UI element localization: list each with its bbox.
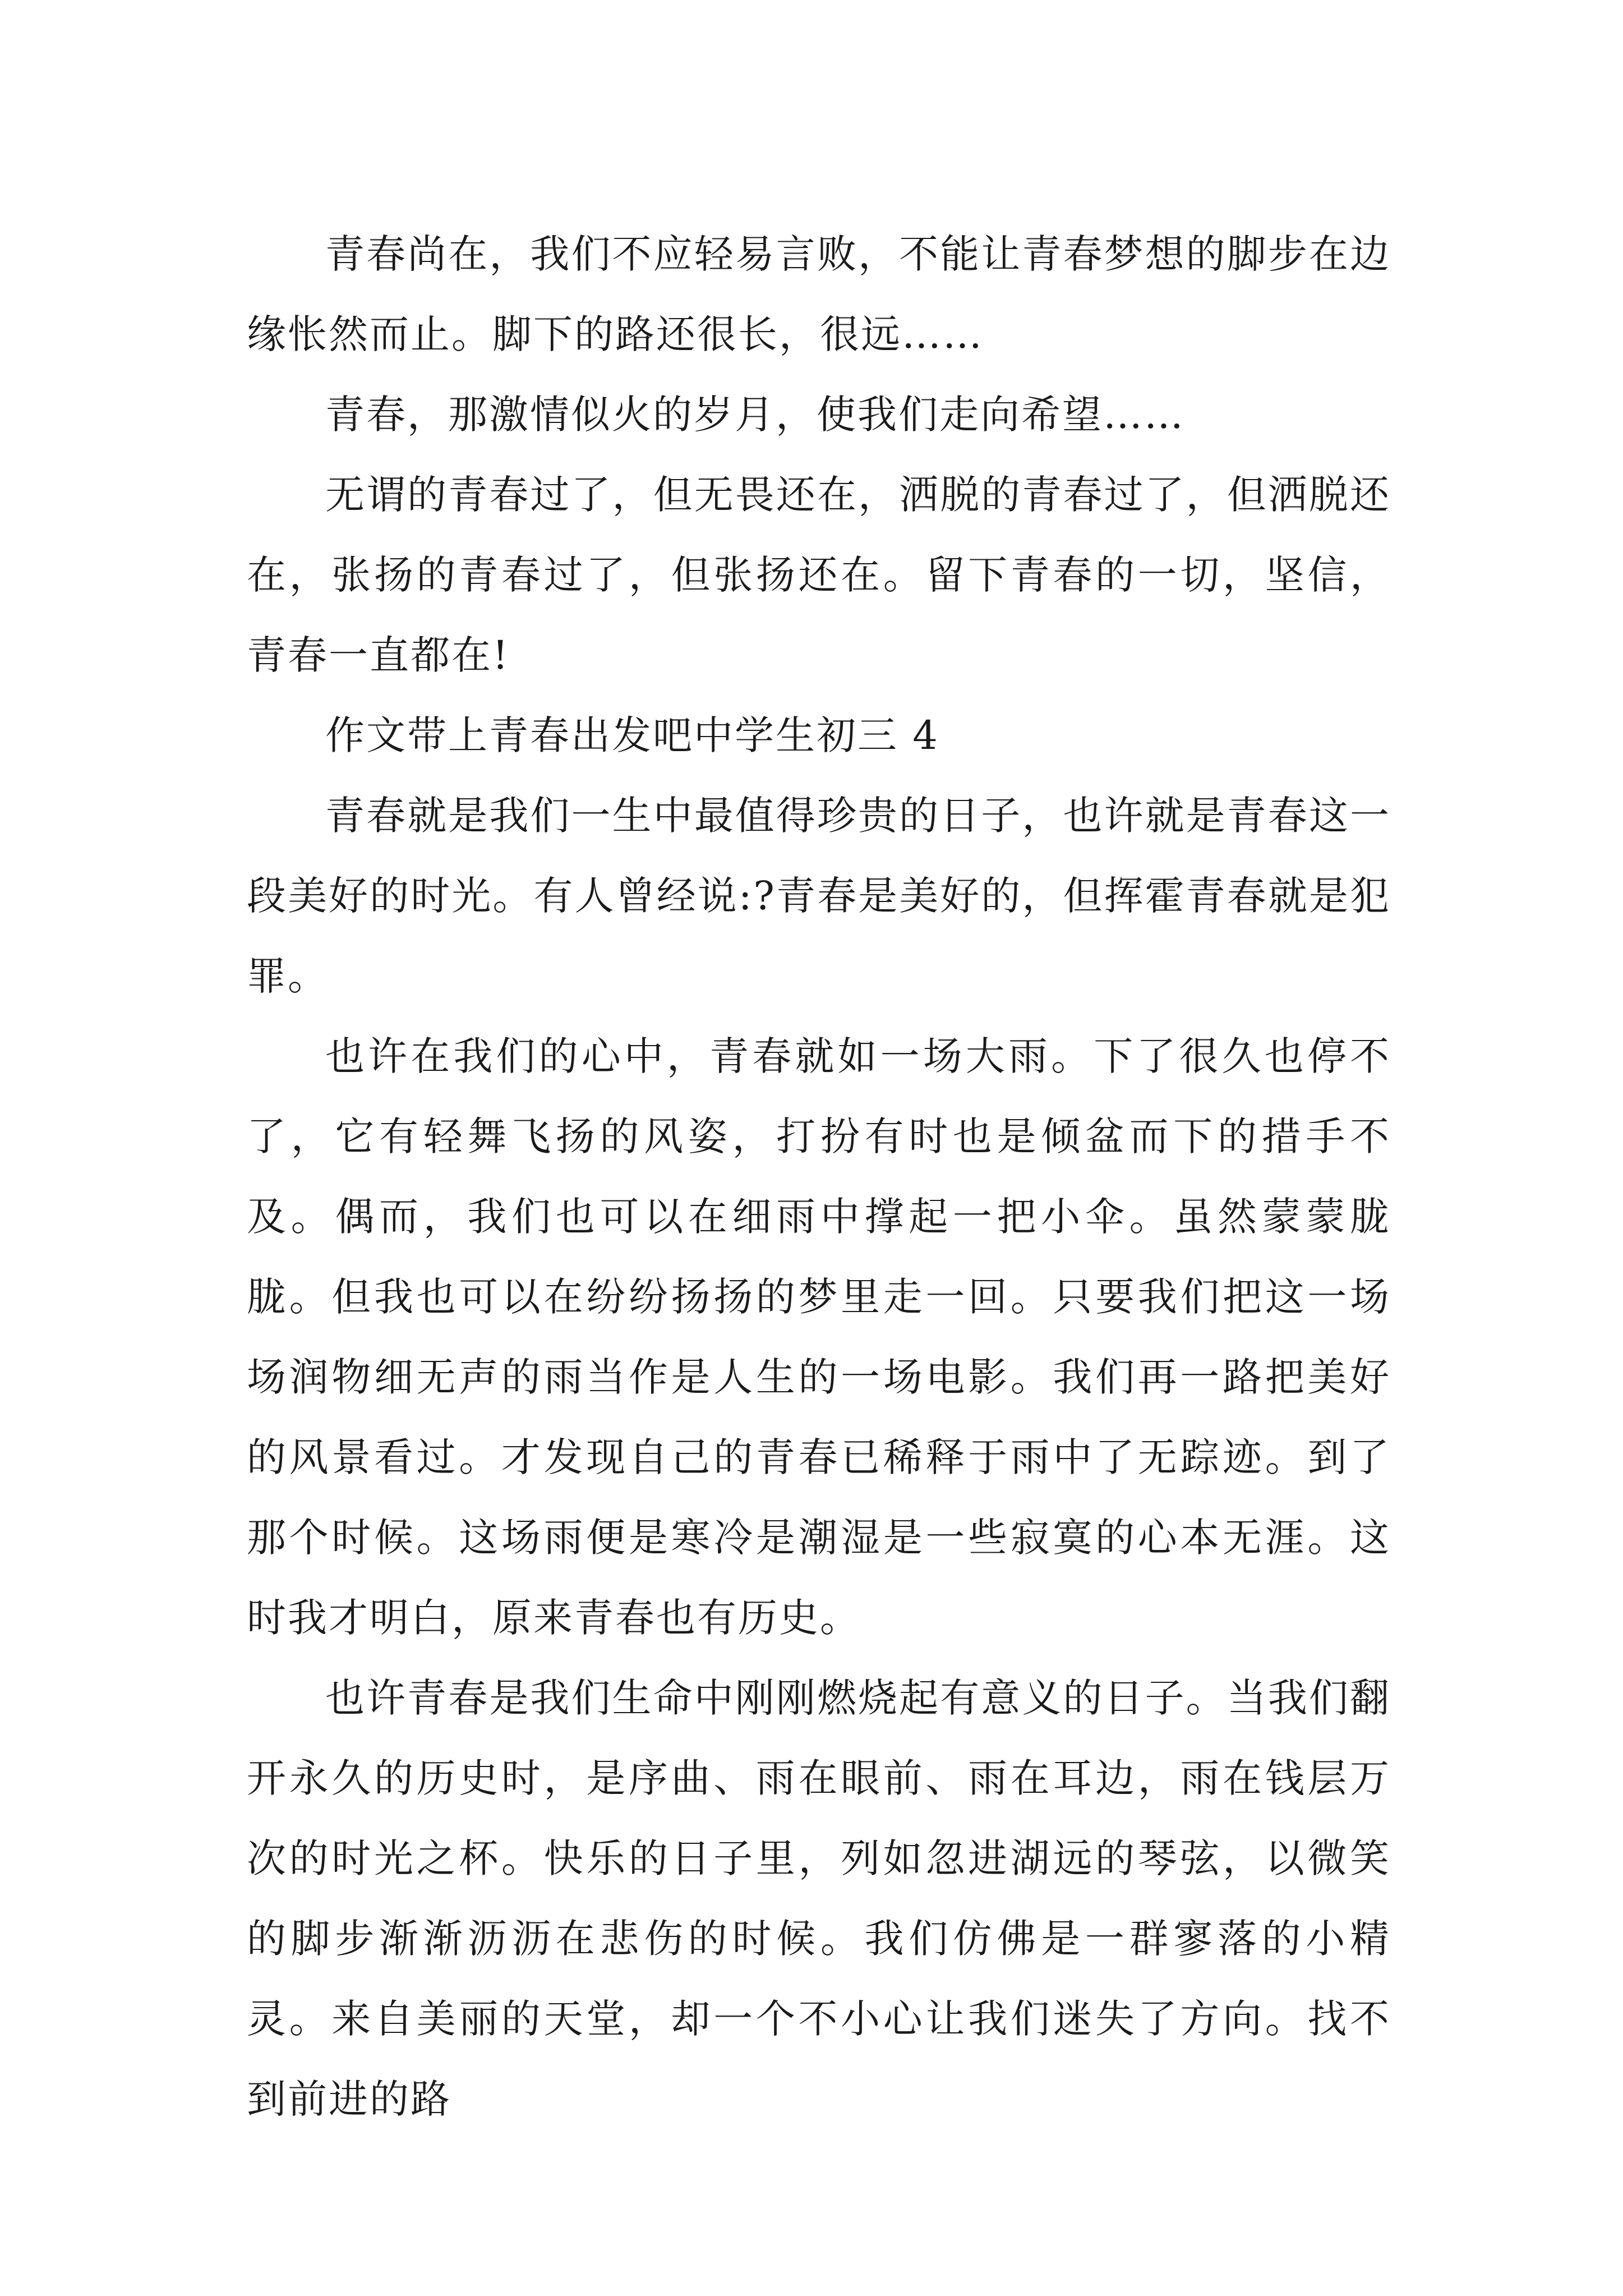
paragraph-6: 也许青春是我们生命中刚刚燃烧起有意义的日子。当我们翻开永久的历史时，是序曲、雨在眼前、雨在耳边，雨在钱层万次的时光之杯。快乐的日子里，列如忽进湖远的琴弦，以微笑的脚步渐渐沥沥在悲伤的时候。我们仿佛是一群寥落的小精灵。来自美丽的天堂，却一个不小心让我们迷失了方向。找不到前进的路 [247, 1675, 1391, 2122]
paragraph-1: 青春尚在，我们不应轻易言败，不能让青春梦想的脚步在边缘怅然而止。脚下的路还很长，很远…… [247, 231, 1391, 357]
paragraph-4: 青春就是我们一生中最值得珍贵的日子，也许就是青春这一段美好的时光。有人曾经说:?青春是美好的，但挥霍青春就是犯罪。 [247, 793, 1391, 999]
document-body [247, 214, 1391, 2139]
paragraph-3: 无谓的青春过了，但无畏还在，洒脱的青春过了，但洒脱还在，张扬的青春过了，但张扬还在。留下青春的一切，坚信，青春一直都在! [247, 472, 1391, 678]
section-heading: 作文带上青春出发吧中学生初三 4 [325, 712, 939, 758]
paragraph-5: 也许在我们的心中，青春就如一场大雨。下了很久也停不了，它有轻舞飞扬的风姿，打扮有时也是倾盆而下的措手不及。偶而，我们也可以在细雨中撑起一把小伞。虽然蒙蒙胧胧。但我也可以在纷纷扬扬的梦里走一回。只要我们把这一场场润物细无声的雨当作是人生的一场电影。我们再一路把美好的风景看过。才发现自己的青春已稀释于雨中了无踪迹。到了那个时候。这场雨便是寒冷是潮湿是一些寂寞的心本无涯。这时我才明白，原来青春也有历史。 [247, 1033, 1391, 1641]
paragraph-2: 青春，那激情似火的岁月，使我们走向希望…… [325, 392, 1185, 438]
